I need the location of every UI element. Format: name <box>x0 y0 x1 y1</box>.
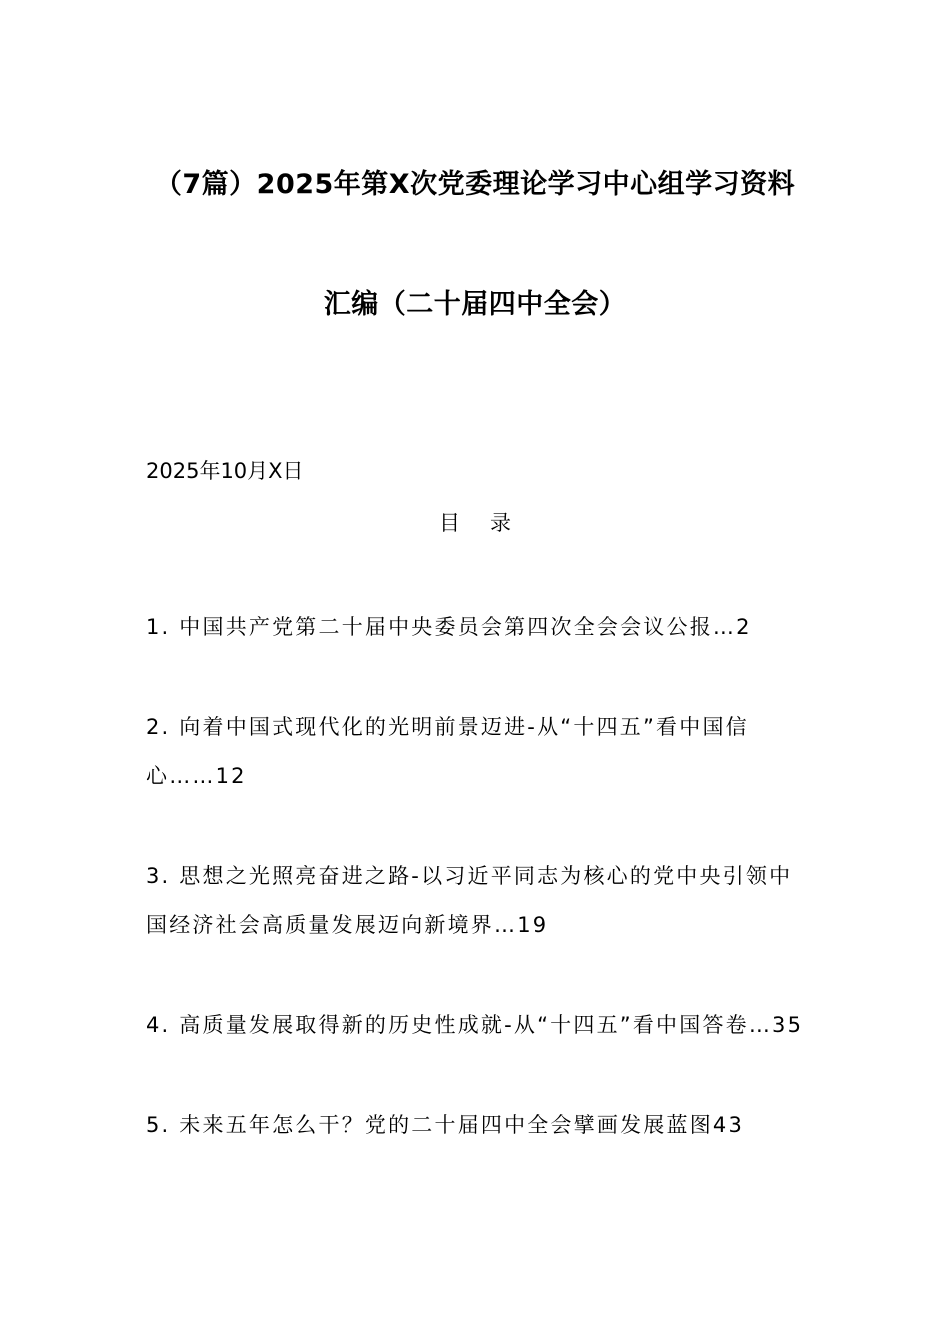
toc-item-3: 3. 思想之光照亮奋进之路-以习近平同志为核心的党中央引领中国经济社会高质量发展迈向新境界…19 <box>146 864 793 937</box>
document-title-line-2: 汇编（二十届四中全会） <box>323 289 627 320</box>
table-of-contents <box>146 603 808 1201</box>
toc-item-1: 1. 中国共产党第二十届中央委员会第四次全会会议公报…2 <box>146 615 752 639</box>
toc-heading: 目录 <box>439 511 541 535</box>
toc-item-2: 2. 向着中国式现代化的光明前景迈进-从“十四五”看中国信心……12 <box>146 715 749 788</box>
toc-item-5: 5. 未来五年怎么干？党的二十届四中全会擘画发展蓝图43 <box>146 1113 745 1137</box>
document-title-line-1: （7篇）2025年第X次党委理论学习中心组学习资料 <box>154 169 796 200</box>
document-date: 2025年10月X日 <box>146 459 304 483</box>
toc-item-4: 4. 高质量发展取得新的历史性成就-从“十四五”看中国答卷…35 <box>146 1013 804 1037</box>
